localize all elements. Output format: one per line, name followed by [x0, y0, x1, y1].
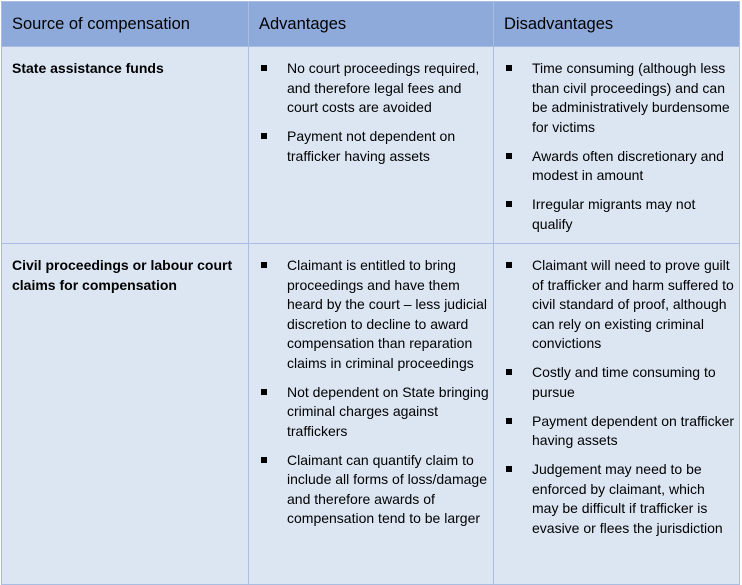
square-bullet-icon [506, 369, 512, 375]
square-bullet-icon [261, 133, 267, 139]
list-item-text: No court proceedings required, and therefore legal fees and court costs are avoided [287, 60, 480, 115]
list-item-text: Claimant can quantify claim to include all forms of loss/damage and therefore awards of compensation tend to be larger [287, 451, 487, 526]
list-item [259, 383, 489, 442]
header-disadvantages: Disadvantages [494, 2, 740, 47]
header-row [2, 2, 740, 47]
header-advantages: Advantages [249, 2, 494, 47]
list-item [504, 460, 735, 538]
advantages-cell [249, 244, 494, 585]
square-bullet-icon [506, 262, 512, 268]
list-item-text: Awards often discretionary and modest in amount [532, 147, 724, 183]
square-bullet-icon [506, 201, 512, 207]
list-item-text: Not dependent on State bringing criminal charges against traffickers [287, 383, 489, 439]
list-item-text: Costly and time consuming to pursue [532, 364, 716, 400]
list-item-text: Claimant is entitled to bring proceedings and have them heard by the court – less judicial discretion to decline to award compensation than reparation claims in criminal proceedings [287, 257, 487, 371]
list-item-text: Payment dependent on trafficker having assets [532, 412, 735, 448]
advantages-cell [249, 47, 494, 244]
list-item [504, 256, 735, 354]
square-bullet-icon [261, 262, 267, 268]
list-item-text: Irregular migrants may not qualify [532, 196, 696, 232]
table-row [2, 47, 740, 244]
list-item [504, 59, 735, 137]
square-bullet-icon [506, 418, 512, 424]
source-cell: State assistance funds [2, 47, 249, 244]
list-item [504, 363, 735, 402]
square-bullet-icon [506, 65, 512, 71]
square-bullet-icon [506, 466, 512, 472]
advantages-list [259, 256, 489, 529]
header-source: Source of compensation [2, 2, 249, 47]
disadvantages-list [504, 256, 735, 538]
square-bullet-icon [261, 389, 267, 395]
list-item-text: Payment not dependent on trafficker having assets [287, 128, 456, 164]
list-item [259, 127, 489, 166]
disadvantages-cell [494, 244, 740, 585]
list-item [259, 59, 489, 118]
list-item [504, 147, 735, 186]
list-item-text: Claimant will need to prove guilt of trafficker and harm suffered to civil standard of proof, although can rely on existing criminal convictions [532, 257, 734, 351]
list-item [259, 256, 489, 373]
square-bullet-icon [506, 153, 512, 159]
square-bullet-icon [261, 457, 267, 463]
table-row [2, 244, 740, 585]
list-item-text: Judgement may need to be enforced by claimant, which may be difficult if trafficker is evasive or flees the jurisdiction [532, 461, 723, 536]
advantages-list [259, 59, 489, 166]
square-bullet-icon [261, 65, 267, 71]
list-item-text: Time consuming (although less than civil proceedings) and can be administratively burdensome for victims [532, 60, 730, 135]
source-cell: Civil proceedings or labour court claims for compensation [2, 244, 249, 585]
list-item [504, 195, 735, 234]
disadvantages-cell [494, 47, 740, 244]
disadvantages-list [504, 59, 735, 234]
list-item [259, 451, 489, 529]
compensation-comparison-table [1, 1, 740, 585]
list-item [504, 412, 735, 451]
